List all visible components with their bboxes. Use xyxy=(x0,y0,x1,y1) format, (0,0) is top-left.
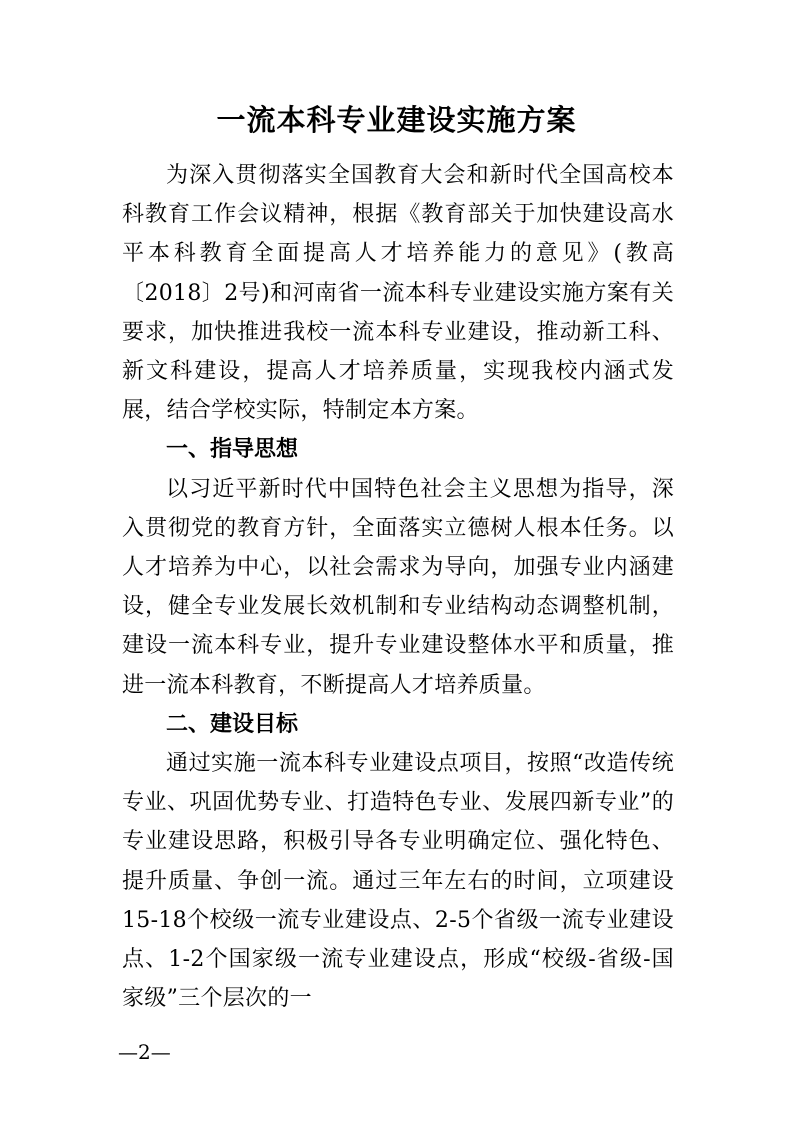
section-heading-construction-goals: 二、建设目标 xyxy=(166,711,299,737)
intro-paragraph: 为深入贯彻落实全国教育大会和新时代全国高校本科教育工作会议精神，根据《教育部关于加快建设高水平本科教育全面提高人才培养能力的意见》(教高〔2018〕2号)和河南省一流本科专业建设实施方案有关要求，加快推进我校一流本科专业建设，推动新工科、新文科建设，提高人才培养质量，实现我校内涵式发展，结合学校实际，特制定本方案。 xyxy=(122,163,674,424)
document-title: 一流本科专业建设实施方案 xyxy=(216,103,577,137)
construction-goals-paragraph: 通过实施一流本科专业建设点项目，按照“改造传统专业、巩固优势专业、打造特色专业、发展四新专业”的专业建设思路，积极引导各专业明确定位、强化特色、提升质量、争创一流。通过三年左右的时间，立项建设15-18个校级一流专业建设点、2-5个省级一流专业建设点、1-2个国家级一流专业建设点，形成“校级-省级-国家级”三个层次的一 xyxy=(122,751,674,1012)
guiding-ideology-paragraph: 以习近平新时代中国特色社会主义思想为指导，深入贯彻党的教育方针，全面落实立德树人根本任务。以人才培养为中心，以社会需求为导向，加强专业内涵建设，健全专业发展长效机制和专业结构动态调整机制，建设一流本科专业，提升专业建设整体水平和质量，推进一流本科教育，不断提高人才培养质量。 xyxy=(122,476,674,698)
page-number: —2— xyxy=(118,1040,171,1064)
section-heading-guiding-ideology: 一、指导思想 xyxy=(166,437,299,463)
document-body xyxy=(122,156,674,1018)
